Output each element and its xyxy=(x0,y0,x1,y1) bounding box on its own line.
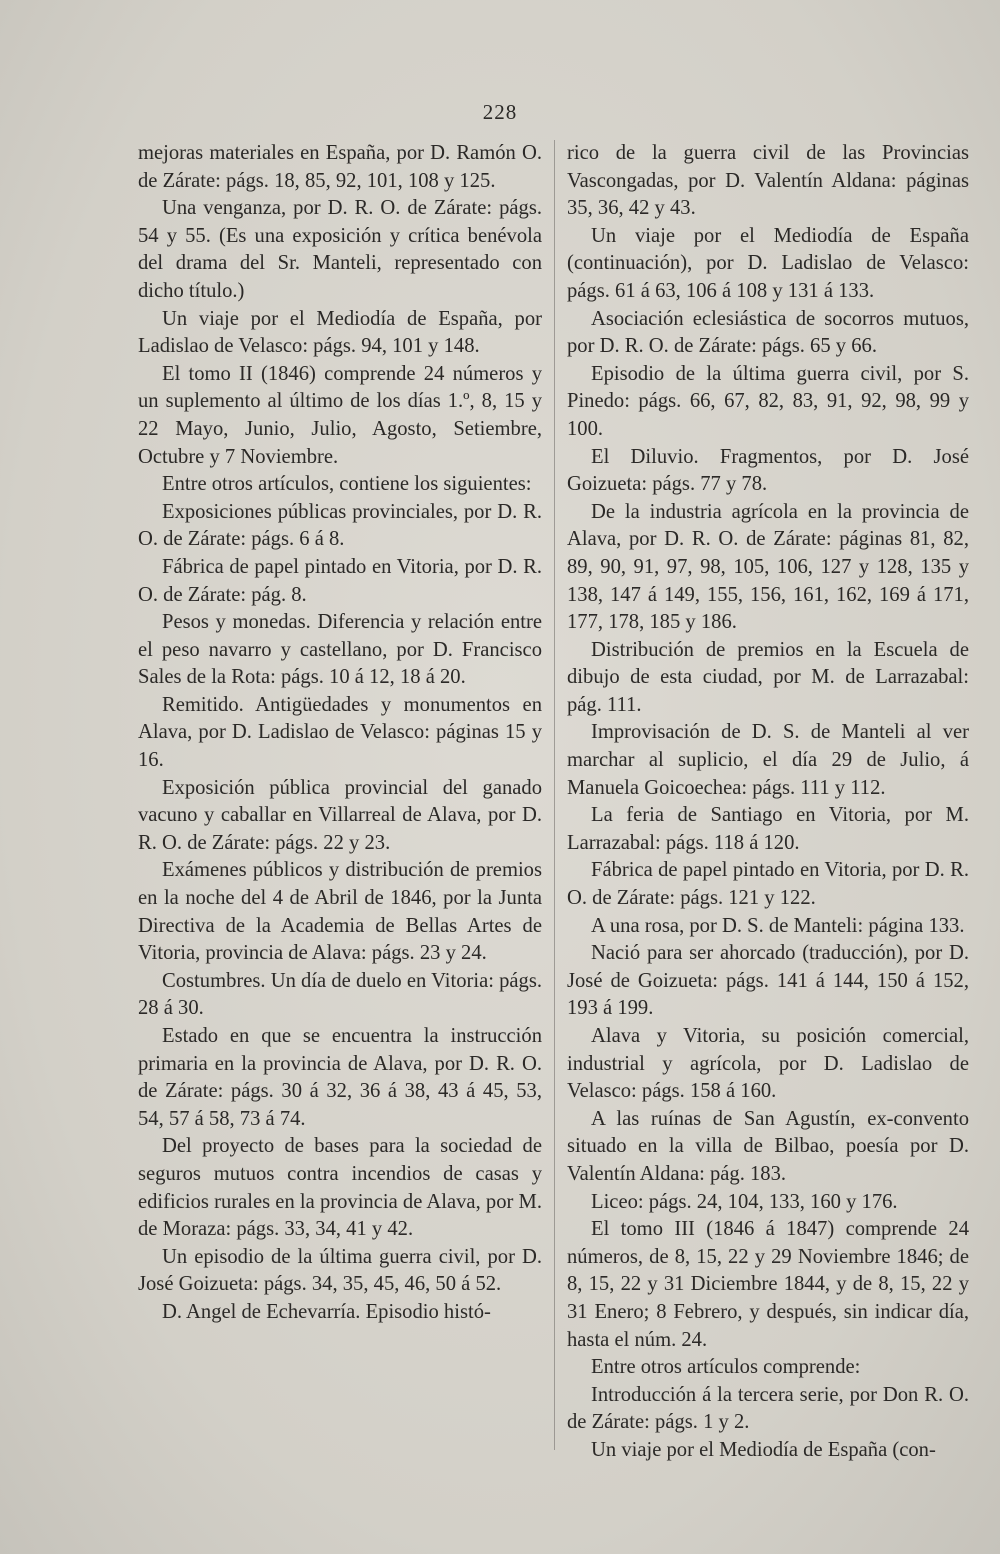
index-entry: Remitido. Antigüedades y monumentos en Alava, por D. Ladislao de Velasco: páginas 15 y 16. xyxy=(138,693,542,772)
index-entry: Pesos y monedas. Diferencia y relación entre el peso navarro y castellano, por D. Francisco Sales de la Rota: págs. 10 á 12, 18 á 20. xyxy=(138,611,542,689)
index-entry: Introducción á la tercera serie, por Don R. O. de Zárate: págs. 1 y 2. xyxy=(567,1383,969,1434)
index-entry: rico de la guerra civil de las Provincias Vascongadas, por D. Valentín Aldana: páginas 35, 36, 42 y 43. xyxy=(567,142,969,220)
column-divider xyxy=(554,140,555,1450)
index-entry: De la industria agrícola en la provincia de Alava, por D. R. O. de Zárate: páginas 81, 82, 89, 90, 91, 97, 98, 105, 106, 127 y 128, 135 y 138, 147 á 149, 155, 156, 161, 162, 169 á 171, 177, 178, 185 y 186. xyxy=(567,500,969,634)
index-entry: Exposición pública provincial del ganado vacuno y caballar en Villarreal de Alava, por D. R. O. de Zárate: págs. 22 y 23. xyxy=(138,776,542,854)
index-entry: Costumbres. Un día de duelo en Vitoria: págs. 28 á 30. xyxy=(138,969,542,1020)
right-column xyxy=(567,140,969,1465)
index-entry: El Diluvio. Fragmentos, por D. José Goizueta: págs. 77 y 78. xyxy=(567,445,969,496)
index-entry: Estado en que se encuentra la instrucción primaria en la provincia de Alava, por D. R. O. de Zárate: págs. 30 á 32, 36 á 38, 43 á 45, 53, 54, 57 á 58, 73 á 74. xyxy=(138,1025,542,1130)
index-entry: Entre otros artículos comprende: xyxy=(591,1356,861,1379)
index-entry: El tomo III (1846 á 1847) comprende 24 números, de 8, 15, 22 y 29 Noviembre 1846; de 8, 15, 22 y 31 Diciembre 1844, y de 8, 15, 22 y 31 Enero; 8 Febrero, y después, sin indicar día, hasta el núm. 24. xyxy=(567,1218,969,1351)
index-entry: Alava y Vitoria, su posición comercial, industrial y agrícola, por D. Ladislao de Velasco: págs. 158 á 160. xyxy=(567,1025,969,1103)
index-entry: El tomo II (1846) comprende 24 números y un suplemento al último de los días 1.º, 8, 15 y 22 Mayo, Junio, Julio, Agosto, Setiembre, Octubre y 7 Noviembre. xyxy=(138,362,542,468)
index-entry: Un episodio de la última guerra civil, por D. José Goizueta: págs. 34, 35, 45, 46, 50 á 52. xyxy=(138,1245,542,1296)
index-entry: Un viaje por el Mediodía de España (continuación), por D. Ladislao de Velasco: págs. 61 á 63, 106 á 108 y 131 á 133. xyxy=(567,224,969,302)
index-entry: A las ruínas de San Agustín, ex-convento situado en la villa de Bilbao, poesía por D. Valentín Aldana: pág. 183. xyxy=(567,1107,969,1185)
index-entry: Exámenes públicos y distribución de premios en la noche del 4 de Abril de 1846, por la Junta Directiva de la Academia de Bellas Artes de Vitoria, provincia de Alava: págs. 23 y 24. xyxy=(138,859,542,965)
left-column xyxy=(138,140,542,1327)
index-entry: Una venganza, por D. R. O. de Zárate: págs. 54 y 55. (Es una exposición y crítica benévola del drama del Sr. Manteli, representado con dicho título.) xyxy=(138,197,542,302)
index-entry: Fábrica de papel pintado en Vitoria, por D. R. O. de Zárate: págs. 121 y 122. xyxy=(567,859,969,910)
index-entry: Episodio de la última guerra civil, por S. Pinedo: págs. 66, 67, 82, 83, 91, 92, 98, 99 y 100. xyxy=(567,362,969,440)
index-entry: D. Angel de Echevarría. Episodio histó- xyxy=(162,1300,491,1323)
index-entry: Un viaje por el Mediodía de España, por Ladislao de Velasco: págs. 94, 101 y 148. xyxy=(138,307,542,358)
index-entry: Entre otros artículos, contiene los siguientes: xyxy=(162,473,532,496)
index-entry: Nació para ser ahorcado (traducción), por D. José de Goizueta: págs. 141 á 144, 150 á 152, 193 á 199. xyxy=(567,942,969,1020)
index-entry: Exposiciones públicas provinciales, por D. R. O. de Zárate: págs. 6 á 8. xyxy=(138,500,542,551)
index-entry: La feria de Santiago en Vitoria, por M. Larrazabal: págs. 118 á 120. xyxy=(567,804,969,854)
index-entry: Fábrica de papel pintado en Vitoria, por D. R. O. de Zárate: pág. 8. xyxy=(138,555,542,606)
index-entry: Distribución de premios en la Escuela de dibujo de esta ciudad, por M. de Larrazabal: pág. 111. xyxy=(567,638,969,716)
index-entry: Un viaje por el Mediodía de España (con- xyxy=(591,1438,936,1461)
index-entry: Liceo: págs. 24, 104, 133, 160 y 176. xyxy=(591,1190,898,1213)
page-number: 228 xyxy=(482,100,518,124)
index-entry: mejoras materiales en España, por D. Ramón O. de Zárate: págs. 18, 85, 92, 101, 108 y 125. xyxy=(138,142,542,192)
index-entry: A una rosa, por D. S. de Manteli: página 133. xyxy=(591,914,965,937)
index-entry: Improvisación de D. S. de Manteli al ver marchar al suplicio, el día 29 de Julio, á Manuela Goicoechea: págs. 111 y 112. xyxy=(567,721,969,799)
index-entry: Del proyecto de bases para la sociedad de seguros mutuos contra incendios de casas y edificios rurales en la provincia de Alava, por M. de Moraza: págs. 33, 34, 41 y 42. xyxy=(138,1135,542,1241)
index-entry: Asociación eclesiástica de socorros mutuos, por D. R. O. de Zárate: págs. 65 y 66. xyxy=(567,307,969,358)
